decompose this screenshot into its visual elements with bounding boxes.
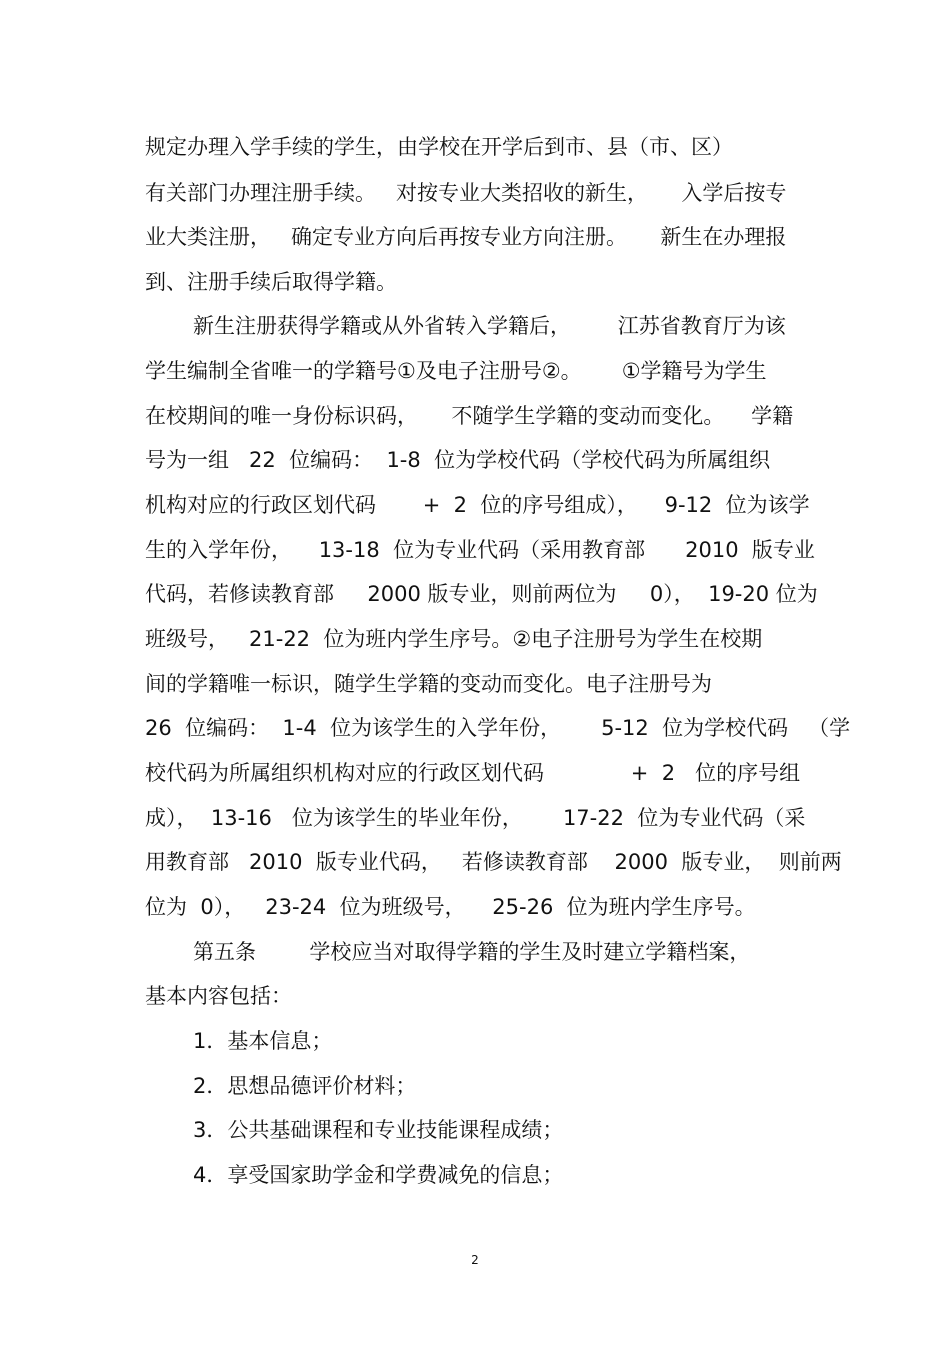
text-line: 成）， 13-16 位为该学生的毕业年份， 17-22 位为专业代码（采 [145, 806, 806, 830]
text-line: 生的入学年份， 13-18 位为专业代码（采用教育部 2010 版专业 [145, 538, 815, 562]
text-line: 用教育部 2010 版专业代码， 若修读教育部 2000 版专业， 则前两 [145, 850, 842, 874]
text-line: 26 位编码： 1-4 位为该学生的入学年份， 5-12 位为学校代码 （学 [145, 716, 851, 740]
text-line: 校代码为所属组织机构对应的行政区划代码 + 2 位的序号组 [145, 761, 801, 785]
text-line: 到、注册手续后取得学籍。 [145, 270, 397, 294]
text-line: 机构对应的行政区划代码 + 2 位的序号组成）， 9-12 位为该学 [145, 493, 810, 517]
text-line: 学生编制全省唯一的学籍号①及电子注册号②。 ①学籍号为学生 [145, 359, 767, 383]
text-line: 新生注册获得学籍或从外省转入学籍后， 江苏省教育厅为该 [193, 314, 786, 338]
list-item: 1．基本信息； [193, 1029, 333, 1053]
list-item: 3．公共基础课程和专业技能课程成绩； [193, 1118, 564, 1142]
text-line: 基本内容包括： [145, 984, 292, 1008]
text-line: 在校期间的唯一身份标识码， 不随学生学籍的变动而变化。 学籍 [145, 404, 794, 428]
text-line: 代码，若修读教育部 2000 版专业，则前两位为 0）， 19-20 位为 [145, 582, 818, 606]
list-item: 2．思想品德评价材料； [193, 1074, 417, 1098]
text-line: 业大类注册， 确定专业方向后再按专业方向注册。 新生在办理报 [145, 225, 787, 249]
text-line: 号为一组 22 位编码： 1-8 位为学校代码（学校代码为所属组织 [145, 448, 771, 472]
page-number: 2 [471, 1253, 479, 1267]
text-line: 班级号， 21-22 位为班内学生序号。②电子注册号为学生在校期 [145, 627, 763, 651]
text-line: 规定办理入学手续的学生，由学校在开学后到市、县（市、区） [145, 135, 733, 159]
text-line: 位为 0）， 23-24 位为班级号， 25-26 位为班内学生序号。 [145, 895, 756, 919]
article-heading-line: 第五条 学校应当对取得学籍的学生及时建立学籍档案， [193, 940, 751, 964]
text-line: 有关部门办理注册手续。 对按专业大类招收的新生， 入学后按专 [145, 181, 787, 205]
list-item: 4．享受国家助学金和学费减免的信息； [193, 1163, 564, 1187]
text-line: 间的学籍唯一标识，随学生学籍的变动而变化。电子注册号为 [145, 672, 712, 696]
